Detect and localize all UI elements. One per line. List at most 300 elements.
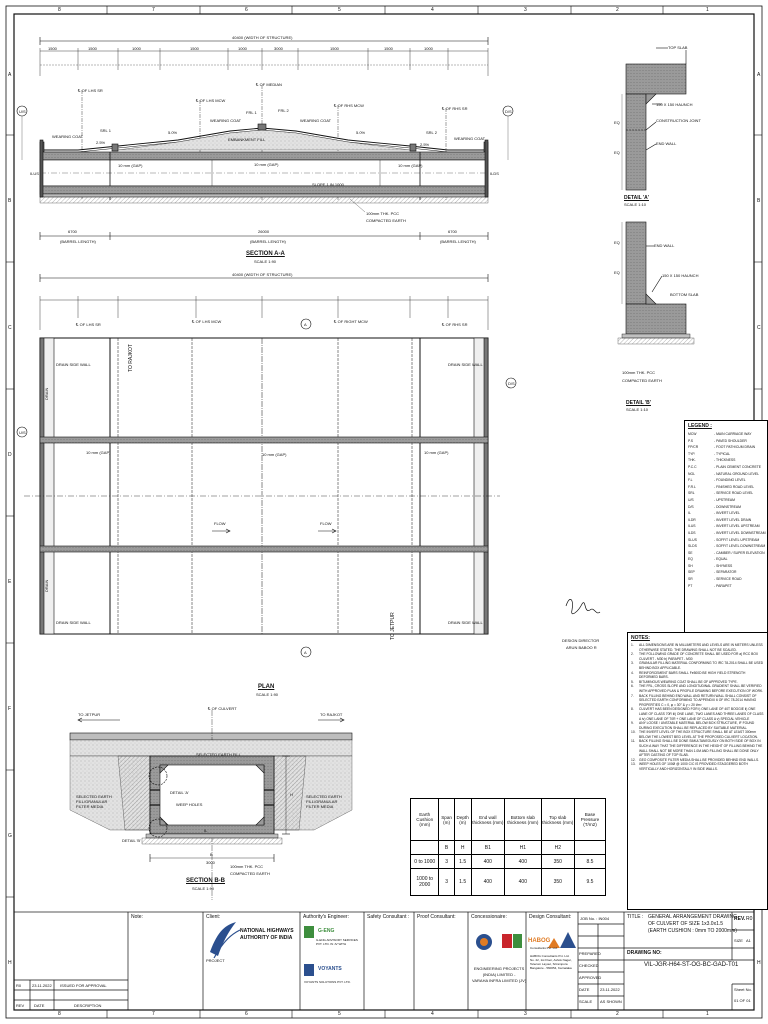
legend-key: SE bbox=[688, 550, 693, 555]
grid-row: C bbox=[8, 325, 12, 331]
lhs-sr-label: ℄ OF LHS SR bbox=[76, 322, 101, 327]
table-cell: 400 bbox=[471, 869, 505, 896]
grid-col: 3 bbox=[524, 1011, 527, 1017]
note-text: BACK FILLING BEHIND END WALL AND RETURN WALL SHALL CONSIST OF SELECTED EARTH CONFORMING TO APPENDIX 6 OF IRC 78-2014 HAVING PROPERTIES C = 0, φ = 30° & γ = 20 t/m³ bbox=[639, 693, 757, 707]
legend-item bbox=[685, 550, 767, 557]
bottom-slab-label: BOTTOM SLAB bbox=[670, 292, 699, 297]
legend-key: F.L bbox=[688, 478, 693, 483]
date-header: DATE bbox=[34, 1003, 45, 1008]
grid-row: A bbox=[8, 72, 12, 78]
legend-item bbox=[685, 523, 767, 530]
legend-key: SLDS bbox=[688, 544, 697, 549]
flow-label: FLOW bbox=[214, 521, 226, 526]
grid-col: 2 bbox=[616, 1011, 619, 1017]
legend-key: ILUS bbox=[688, 524, 696, 529]
habog-address: HABOG Consultants Pvt. Ltd. No. 22, 1st Floor, Ashok Nagar, Telecom Layout, Srirampura Bangalore - 560054, Karnataka bbox=[530, 954, 572, 970]
note-text: BITUMINOUS WEARING COAT SHALL BE OF APPROVED TYPE. bbox=[639, 679, 738, 684]
eq-label: EQ bbox=[614, 120, 620, 125]
table-header: Base Pressure (T/m2) bbox=[574, 799, 605, 841]
habog-sub: Consultants Pvt. Ltd. bbox=[530, 946, 558, 950]
note-text: GEO COMPOSITE FILTER MEDIA SHALL BE PROVIDED BEHIND END WALLS. bbox=[639, 757, 760, 762]
legend-value: - FINISHED ROAD LEVEL bbox=[714, 484, 755, 489]
height-symbol: H bbox=[290, 792, 293, 797]
legend-value: - INVERT LEVEL DOWNSTREAM bbox=[714, 530, 766, 535]
section-bb-scale: SCALE 1:90 bbox=[192, 886, 215, 891]
engineer-label: Authority's Engineer: bbox=[303, 914, 349, 920]
legend-value: - CAMBER / SUPER ELEVATION bbox=[714, 550, 765, 555]
legend-value: - THICKNESS bbox=[714, 458, 736, 463]
right-mcw-label: ℄ OF RIGHT MCW bbox=[334, 319, 368, 324]
note-item bbox=[628, 721, 767, 730]
table-cell: 8.5 bbox=[574, 855, 605, 869]
table-cell: 350 bbox=[541, 869, 574, 896]
dim: 1500 bbox=[48, 46, 57, 51]
design-label: Design Consultant: bbox=[529, 914, 572, 920]
us-marker: U/S bbox=[19, 430, 26, 435]
table-symbol: H1 bbox=[505, 841, 542, 855]
table-cell: 3 bbox=[439, 869, 454, 896]
ds-marker: D/S bbox=[508, 381, 515, 386]
legend-item bbox=[685, 490, 767, 497]
legend-item bbox=[685, 444, 767, 451]
note-number: 9. bbox=[631, 721, 634, 726]
rev-header: REV bbox=[16, 1003, 25, 1008]
legend-key: SH bbox=[688, 563, 693, 568]
grid-row: B bbox=[8, 198, 12, 204]
pcc-label: 100mm THK. PCC bbox=[622, 370, 656, 375]
legend-value: - INVERT LEVEL UPSTREAM bbox=[714, 524, 760, 529]
legend-item bbox=[685, 431, 767, 438]
note-number: 6. bbox=[631, 684, 634, 689]
grid-row: H bbox=[757, 960, 761, 966]
overall-width: 40400 (WIDTH OF STRUCTURE) bbox=[232, 272, 293, 277]
to-jetpur-label: TO JETPUR bbox=[390, 612, 396, 640]
drain-side-wall: DRAIN SIDE WALL bbox=[448, 620, 483, 625]
note-number: 12. bbox=[631, 757, 636, 762]
vil-logo bbox=[502, 934, 522, 948]
voyants-name: VOYANTS bbox=[318, 966, 342, 972]
legend-key: SEP bbox=[688, 570, 695, 575]
scale-label: SCALE bbox=[579, 999, 593, 1004]
note-number: 3. bbox=[631, 661, 634, 666]
concessionaire-name: ENGINEERING PROJECTS (INDIA) LIMITED - VARAHA INFRA LIMITED (JV) bbox=[472, 966, 527, 983]
filter-media: SELECTED EARTH FILL/GRANULAR FILTER MEDIA bbox=[306, 794, 342, 809]
note-text: THE INVERT LEVEL OF THE BOX STRUCTURE SHALL BE AT LEAST 300mm BELOW THE LOWEST BED LEVEL AT THE PROPOSED CULVERT LOCATION. bbox=[639, 730, 758, 739]
grid-col: 5 bbox=[338, 1011, 341, 1017]
dim: 3000 bbox=[274, 46, 283, 51]
table-cell: 400 bbox=[471, 855, 505, 869]
drain-label: DRAIN bbox=[44, 579, 49, 592]
selected-fill: SELECTED EARTH FILL bbox=[196, 752, 241, 757]
legend-item bbox=[685, 438, 767, 445]
haunch-label: 150 X 150 HAUNCH bbox=[662, 273, 699, 278]
note-text: WEEP HOLES OF 100Ø @ 1000 C/C IS PROVIDED STAGGERED BOTH VERTICALLY AND HORIZONTALLY IN SIDE WALLS. bbox=[639, 762, 748, 772]
table-cell: 350 bbox=[541, 855, 574, 869]
legend-key: P.C.C bbox=[688, 464, 697, 469]
compacted-label: COMPACTED EARTH bbox=[622, 378, 662, 383]
legend-item bbox=[685, 504, 767, 511]
detail-b bbox=[618, 222, 694, 344]
legend-item bbox=[685, 471, 767, 478]
rev-number: R0 bbox=[16, 983, 22, 988]
legend-value: - PARAPET bbox=[714, 583, 732, 588]
rev-description: ISSUED FOR APPROVAL bbox=[60, 983, 107, 988]
ilus-label: ILUS bbox=[30, 171, 39, 176]
rev-value: R0 bbox=[746, 916, 753, 922]
grid-col: 5 bbox=[338, 7, 341, 13]
legend-item bbox=[685, 497, 767, 504]
grid-row: B bbox=[757, 198, 761, 204]
haunch-label: 150 X 150 HAUNCH bbox=[656, 102, 693, 107]
legend-value: - PAVED SHOULDER bbox=[714, 438, 747, 443]
grid-col: 1 bbox=[706, 7, 709, 13]
drain-label: DRAIN bbox=[44, 387, 49, 400]
pcc-label: 100mm THK. PCC bbox=[230, 864, 264, 869]
legend-key: SLUS bbox=[688, 537, 697, 542]
note-text: THE FOLLOWING GRADE OF CONCRETE SHALL BE USED FOR a) RCC BOX CULVERT - M30 b) PARAPET - M30 bbox=[639, 652, 759, 661]
eq-label: EQ bbox=[614, 240, 620, 245]
slope-text: SLOPE 1 IN 1000 bbox=[312, 182, 344, 187]
legend-key: EQ bbox=[688, 557, 693, 562]
frl2-label: FRL 2 bbox=[278, 108, 289, 113]
drain-side-wall: DRAIN SIDE WALL bbox=[448, 362, 483, 367]
legend-item bbox=[685, 543, 767, 550]
sheet-value: 01 OF 01 bbox=[734, 998, 751, 1003]
table-header: Depth (m) bbox=[454, 799, 471, 841]
srl2-label: SRL 2 bbox=[426, 130, 437, 135]
rhs-mcw-label: ℄ OF RHS MCW bbox=[334, 103, 364, 108]
note-text: ANY LOOSE / UNSTABLE MATERIAL BELOW BOX STRUCTURE, IF FOUND DURING EXECUTION SHALL BE REPLACED BY SUITABLE MATERIAL. bbox=[639, 721, 755, 730]
note-item bbox=[628, 762, 767, 771]
note-item bbox=[628, 661, 767, 670]
cut-marker: A bbox=[304, 650, 307, 655]
lhs-mcw-label: ℄ OF LHS MCW bbox=[196, 98, 226, 103]
notes-list bbox=[628, 643, 767, 772]
table-header: Bottom slab thickness (mm) bbox=[505, 799, 542, 841]
legend-key: TYP. bbox=[688, 451, 696, 456]
weep-holes: WEEP HOLES bbox=[176, 802, 203, 807]
dim: 1500 bbox=[330, 46, 339, 51]
table-cell: 9.5 bbox=[574, 869, 605, 896]
table-header-row bbox=[411, 799, 606, 841]
dim: 1500 bbox=[190, 46, 199, 51]
pcc-label: 100mm THK. PCC bbox=[366, 211, 400, 216]
legend-item bbox=[685, 583, 767, 590]
table-symbol: H bbox=[454, 841, 471, 855]
note-item bbox=[628, 730, 767, 739]
grid-col: 7 bbox=[152, 7, 155, 13]
safety-label: Safety Consultant : bbox=[367, 914, 410, 920]
median-label: ℄ OF MEDIAN bbox=[256, 82, 282, 87]
legend-box bbox=[684, 420, 768, 634]
end-wall-label: END WALL bbox=[654, 243, 675, 248]
barrel-length: (BARREL LENGTH) bbox=[250, 239, 286, 244]
scale-value: AS SHOWN bbox=[600, 999, 622, 1004]
frl1-label: FRL 1 bbox=[246, 110, 257, 115]
slope-label: 5.0% bbox=[168, 130, 178, 135]
legend-value: - SERVICE ROAD LEVEL bbox=[714, 491, 754, 496]
table-symbol: H2 bbox=[541, 841, 574, 855]
lhs-mcw-label: ℄ OF LHS MCW bbox=[192, 319, 222, 324]
table-cell: 400 bbox=[505, 869, 542, 896]
srl1-label: SRL 1 bbox=[100, 128, 111, 133]
plan-title: PLAN bbox=[258, 684, 275, 690]
detail-a-scale: SCALE 1:10 bbox=[624, 202, 647, 207]
cut-marker: A bbox=[304, 322, 307, 327]
plan-scale: SCALE 1:90 bbox=[256, 692, 279, 697]
grid-row: C bbox=[757, 325, 761, 331]
legend-item bbox=[685, 563, 767, 570]
signature-title: DESIGN DIRECTOR bbox=[562, 638, 600, 643]
legend-key: IL bbox=[688, 511, 691, 516]
gap-label: 10 mm (GAP) bbox=[262, 452, 287, 457]
legend-key: THK. bbox=[688, 458, 696, 463]
legend-value: - SERVICE ROAD bbox=[714, 577, 742, 582]
legend-item bbox=[685, 517, 767, 524]
voyants-sub: VOYANTS SOLUTIONS PVT. LTD. bbox=[304, 980, 351, 984]
culvert-centerline: ℄ OF CULVERT bbox=[208, 706, 237, 711]
note-text: BACK FILLING SHALL BE DONE SIMULTANEOUSLY ON BOTH SIDE OF BOX IN SUCH A WAY THAT THE DIFFERENCE IN THE HEIGHT OF FILLING BEHIND THE WALL SHALL NOT BE MORE THAN 1.0M AND FILLING SHALL BE DONE ONLY AFTER CASTING OF TOP SLAB. bbox=[639, 739, 763, 758]
note-label: Note: bbox=[131, 914, 143, 920]
signature-scribble bbox=[566, 599, 600, 613]
table-header: Earth Cushion (mm) bbox=[411, 799, 439, 841]
legend-key: SRL bbox=[688, 491, 695, 496]
grid-col: 6 bbox=[245, 1011, 248, 1017]
legend-key: U/S bbox=[688, 497, 694, 502]
table-symbol bbox=[411, 841, 439, 855]
drawing-title: GENERAL ARRANGEMENT DRAWING OF CULVERT OF SIZE 1x3.0x1.5 (EARTH CUSHION : 0mm TO 2000mm) bbox=[648, 914, 737, 934]
filter-media: SELECTED EARTH FILL/GRANULAR FILTER MEDIA bbox=[76, 794, 112, 809]
detail-b-ref: DETAIL 'B' bbox=[122, 838, 141, 843]
grid-col: 2 bbox=[616, 7, 619, 13]
grid-row: A bbox=[757, 72, 761, 78]
ds-marker: D/S bbox=[505, 109, 512, 114]
table-symbol: B1 bbox=[471, 841, 505, 855]
size-value: A1 bbox=[746, 938, 751, 943]
legend-value: - SEPARATOR bbox=[714, 570, 737, 575]
legend-value: - TYPICAL bbox=[714, 451, 731, 456]
signature-name: ARUN BABOO R bbox=[566, 645, 597, 650]
dim: 1000 bbox=[424, 46, 433, 51]
us-marker: U/S bbox=[19, 109, 26, 114]
note-item bbox=[628, 643, 767, 652]
legend-item bbox=[685, 556, 767, 563]
grid-col: 3 bbox=[524, 7, 527, 13]
grid-col: 8 bbox=[58, 7, 61, 13]
checked-label: CHECKED bbox=[579, 963, 599, 968]
table-cell: 1.5 bbox=[454, 855, 471, 869]
note-number: 11. bbox=[631, 739, 636, 744]
legend-value: - FOOT PATH/CUM DRAIN bbox=[714, 445, 756, 450]
table-symbol bbox=[574, 841, 605, 855]
desc-header: DESCRIPTION bbox=[74, 1003, 102, 1008]
note-text: REINFORCEMENT BARS SHALL Fe500D BE HIGH YIELD STRENGTH DEFORMED BARS. bbox=[639, 670, 746, 680]
habog-name: HABOG bbox=[528, 938, 551, 944]
table-cell: 400 bbox=[505, 855, 542, 869]
table-row bbox=[411, 855, 606, 869]
legend-key: PT bbox=[688, 583, 693, 588]
eq-label: EQ bbox=[614, 270, 620, 275]
wearing-coat-label: WEARING COAT bbox=[52, 134, 84, 139]
epil-logo bbox=[476, 934, 492, 950]
client-label: Client: bbox=[206, 914, 221, 920]
legend-key: MCW bbox=[688, 432, 697, 436]
grid-col: 8 bbox=[58, 1011, 61, 1017]
wearing-coat-label: WEARING COAT bbox=[210, 118, 242, 123]
rhs-sr-label: ℄ OF RHS SR bbox=[442, 106, 468, 111]
legend-item bbox=[685, 530, 767, 537]
detail-a-title: DETAIL 'A' bbox=[624, 195, 649, 201]
note-number: 2. bbox=[631, 652, 634, 657]
gap-label: 10 mm (GAP) bbox=[398, 163, 423, 168]
note-text: THE FRL, CROSS SLOPE AND LONGITUDINAL GRADIENT SHALL BE VERIFIED WITH APPROVED PLAN & PROFILE DRAWING BEFORE EXECUTION OF WORK. bbox=[639, 684, 764, 693]
notes-title: NOTES: bbox=[631, 635, 650, 641]
note-item bbox=[628, 684, 767, 693]
table-cell: 1000 to 2000 bbox=[411, 869, 439, 896]
barrel-dim: 6700 bbox=[448, 229, 457, 234]
earth-cushion-table bbox=[410, 798, 606, 896]
gap-label: 10 mm (GAP) bbox=[118, 163, 143, 168]
table-cell: 3 bbox=[439, 855, 454, 869]
note-number: 7. bbox=[631, 693, 634, 698]
table-header: Top slab thickness (mm) bbox=[541, 799, 574, 841]
legend-value: - UPSTREAM bbox=[714, 497, 735, 502]
legend-key: FP/CR bbox=[688, 445, 699, 450]
legend-key: F.R.L bbox=[688, 484, 696, 489]
table-symbol-row bbox=[411, 841, 606, 855]
rev-label: REV. bbox=[734, 916, 746, 922]
section-aa-scale: SCALE 1:90 bbox=[254, 259, 277, 264]
legend-item bbox=[685, 464, 767, 471]
section-aa-title: SECTION A-A bbox=[246, 251, 285, 257]
gap-label: 10 mm (GAP) bbox=[424, 450, 449, 455]
legend-key: ILDS bbox=[688, 530, 696, 535]
note-item bbox=[628, 652, 767, 661]
title-block-lines bbox=[14, 912, 754, 1010]
title-label: TITLE : bbox=[627, 914, 644, 920]
note-text: GRANULAR FILLING MATERIAL CONFORMING TO IRC 78-2014 SHALL BE USED BEHIND BOX APPLICABLE. bbox=[639, 661, 764, 670]
note-number: 10. bbox=[631, 730, 636, 735]
dim: 1000 bbox=[132, 46, 141, 51]
lhs-sr-label: ℄ OF LHS SR bbox=[78, 88, 103, 93]
table-row bbox=[411, 869, 606, 896]
table-symbol: B bbox=[439, 841, 454, 855]
note-number: 4. bbox=[631, 670, 634, 675]
note-item bbox=[628, 671, 767, 680]
legend-value: - SOFFIT LEVEL UPSTREAM bbox=[714, 537, 760, 542]
legend-item bbox=[685, 569, 767, 576]
gap-label: 10 mm (GAP) bbox=[254, 162, 279, 167]
geng-name: G-ENG bbox=[318, 928, 335, 934]
plan-view bbox=[17, 274, 516, 657]
eq-label: EQ bbox=[614, 150, 620, 155]
span-symbol: B bbox=[210, 852, 213, 857]
to-rajkot-label: TO RAJKOT bbox=[320, 712, 343, 717]
detail-b-title: DETAIL 'B' bbox=[626, 400, 651, 406]
note-item bbox=[628, 739, 767, 757]
barrel-dim: 6700 bbox=[68, 229, 77, 234]
drain-side-wall: DRAIN SIDE WALL bbox=[56, 620, 91, 625]
project-label: PROJECT bbox=[206, 958, 225, 963]
drawing-no-label: DRAWING NO: bbox=[627, 950, 662, 956]
table-cell: 1.5 bbox=[454, 869, 471, 896]
wearing-coat-label: WEARING COAT bbox=[454, 136, 486, 141]
gap-label: 10 mm (GAP) bbox=[86, 450, 111, 455]
sheet-label: Sheet No. bbox=[734, 987, 752, 992]
barrel-length: (BARREL LENGTH) bbox=[440, 239, 476, 244]
note-item bbox=[628, 694, 767, 708]
grid-col: 4 bbox=[431, 7, 434, 13]
note-text: ALL DIMENSIONS ARE IN MILLIMETERS AND LEVELS ARE IN METERS UNLESS OTHERWISE STATED. THE DRAWING SHALL NOT BE SCALED. bbox=[639, 643, 763, 652]
legend-value: - NATURAL GROUND LEVEL bbox=[714, 471, 760, 476]
grid-col: 1 bbox=[706, 1011, 709, 1017]
barrel-dim: 26000 bbox=[258, 229, 270, 234]
legend-item bbox=[685, 477, 767, 484]
compacted-label: COMPACTED EARTH bbox=[366, 218, 406, 223]
note-number: 13. bbox=[631, 762, 636, 767]
legend-value: - INVERT LEVEL bbox=[714, 511, 740, 516]
checked-date: 23.11.2022 bbox=[600, 987, 620, 992]
note-item bbox=[628, 707, 767, 721]
legend-item bbox=[685, 510, 767, 517]
table-cell: 0 to 1000 bbox=[411, 855, 439, 869]
legend-value: - SOFFIT LEVEL DOWNSTREAM bbox=[714, 544, 766, 549]
detail-b-scale: SCALE 1:10 bbox=[626, 407, 649, 412]
dim: 3000 bbox=[206, 860, 215, 865]
grid-col: 4 bbox=[431, 1011, 434, 1017]
legend-key: P.S bbox=[688, 438, 694, 443]
ilds-label: ILDS bbox=[490, 171, 499, 176]
legend-key: NGL bbox=[688, 471, 695, 476]
legend-value: - INVERT LEVEL DRAIN bbox=[714, 517, 752, 522]
voyants-logo bbox=[304, 964, 314, 976]
barrel-length: (BARREL LENGTH) bbox=[60, 239, 96, 244]
overall-width: 40400 (WIDTH OF STRUCTURE) bbox=[232, 35, 293, 40]
legend-value: - SHYNESS bbox=[714, 563, 733, 568]
nhai-logo bbox=[210, 922, 240, 958]
legend-key: D/S bbox=[688, 504, 694, 509]
dim: 1000 bbox=[238, 46, 247, 51]
legend-value: - EQUAL bbox=[714, 557, 728, 562]
grid-row: D bbox=[8, 452, 12, 458]
to-jetpur-label: TO JETPUR bbox=[78, 712, 101, 717]
concessionaire-label: Concessionaire: bbox=[471, 914, 507, 920]
grid-row: E bbox=[8, 579, 12, 585]
rhs-sr-label: ℄ OF RHS SR bbox=[442, 322, 468, 327]
note-number: 8. bbox=[631, 707, 634, 712]
drain-side-wall: DRAIN SIDE WALL bbox=[56, 362, 91, 367]
embankment-label: EMBANKMENT FILL bbox=[228, 137, 266, 142]
prepared-label: PREPARED bbox=[579, 951, 601, 956]
job-number: JOB No. : IN004 bbox=[580, 916, 610, 921]
to-rajkot-label: TO RAJKOT bbox=[128, 344, 134, 372]
top-slab-label: TOP SLAB bbox=[668, 45, 688, 50]
geng-logo bbox=[304, 926, 314, 938]
note-number: 1. bbox=[631, 643, 634, 647]
client-name: NATIONAL HIGHWAYS AUTHORITY OF INDIA bbox=[240, 928, 294, 941]
legend-item bbox=[685, 537, 767, 544]
compacted-label: COMPACTED EARTH bbox=[230, 871, 270, 876]
legend-item bbox=[685, 457, 767, 464]
section-bb-title: SECTION B-B bbox=[186, 878, 225, 884]
legend-list bbox=[685, 431, 767, 589]
joint-label: CONSTRUCTION JOINT bbox=[656, 118, 701, 123]
table-header: Span (m) bbox=[439, 799, 454, 841]
size-label: SIZE bbox=[734, 938, 743, 943]
legend-value: - PLAIN CEMENT CONCRETE bbox=[714, 464, 762, 469]
legend-title: LEGEND : bbox=[688, 423, 712, 429]
flow-label: FLOW bbox=[320, 521, 332, 526]
